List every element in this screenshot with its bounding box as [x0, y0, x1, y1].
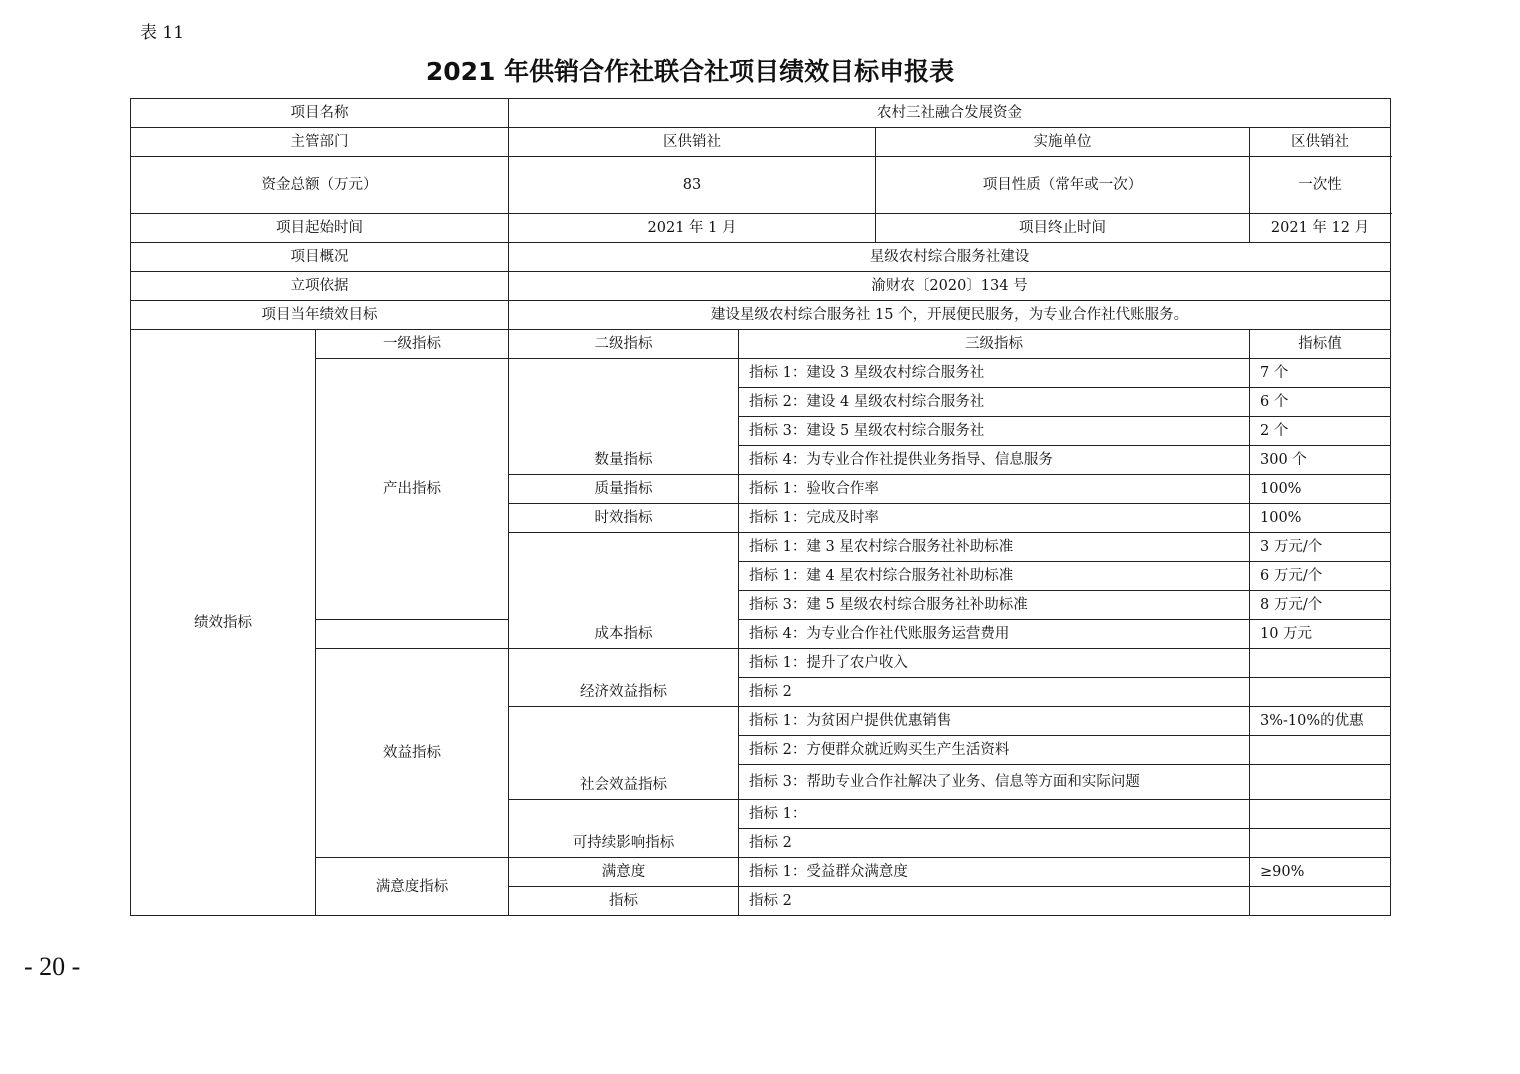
- col-level2-header: 二级指标: [509, 330, 739, 359]
- level1-output: 产出指标: [316, 359, 509, 620]
- table-row: [131, 858, 1391, 887]
- performance-goal-table: [130, 98, 1391, 916]
- fund-label: 资金总额（万元）: [131, 157, 509, 214]
- level1-satisfaction: 满意度指标: [316, 858, 509, 916]
- level2-satisfaction: 满意度: [509, 858, 739, 887]
- level2-quality: 质量指标: [509, 475, 739, 504]
- impl-label: 实施单位: [876, 128, 1250, 157]
- level2-sustain: 可持续影响指标: [509, 800, 739, 858]
- end-label: 项目终止时间: [876, 214, 1250, 243]
- col-level3-header: 三级指标: [739, 330, 1250, 359]
- level2-social: 社会效益指标: [509, 707, 739, 800]
- table-row: [131, 301, 1391, 330]
- end-value: 2021 年 12 月: [1250, 214, 1391, 243]
- value-cell: [1250, 736, 1391, 765]
- level3-cell: 指标 1：受益群众满意度: [739, 858, 1250, 887]
- value-cell: [1250, 887, 1391, 916]
- goal-value: 建设星级农村综合服务社 15 个，开展便民服务，为专业合作社代账服务。: [509, 301, 1391, 330]
- page-number: - 20 -: [24, 952, 81, 981]
- level3-cell: 指标 1：验收合作率: [739, 475, 1250, 504]
- level3-cell: 指标 1：建 3 星农村综合服务社补助标准: [739, 533, 1250, 562]
- overview-label: 项目概况: [131, 243, 509, 272]
- table-row: [131, 359, 1391, 388]
- value-cell: ≥90%: [1250, 858, 1391, 887]
- level3-cell: 指标 4：为专业合作社代账服务运营费用: [739, 620, 1250, 649]
- indicators-section-label: 绩效指标: [131, 330, 316, 916]
- level3-cell: 指标 4：为专业合作社提供业务指导、信息服务: [739, 446, 1250, 475]
- level3-cell: 指标 2：方便群众就近购买生产生活资料: [739, 736, 1250, 765]
- level3-cell: 指标 3：建 5 星级农村综合服务社补助标准: [739, 591, 1250, 620]
- fund-value: 83: [509, 157, 876, 214]
- level2-cost: 成本指标: [509, 533, 739, 649]
- level3-cell: 指标 1：建 4 星农村综合服务社补助标准: [739, 562, 1250, 591]
- value-cell: [1250, 800, 1391, 829]
- level3-cell: 指标 1：: [739, 800, 1250, 829]
- value-cell: 6 万元/个: [1250, 562, 1391, 591]
- start-value: 2021 年 1 月: [509, 214, 876, 243]
- table-label: 表 11: [140, 23, 185, 43]
- basis-value: 渝财农〔2020〕134 号: [509, 272, 1391, 301]
- empty-cell: [316, 620, 509, 649]
- level3-cell: 指标 3：帮助专业合作社解决了业务、信息等方面和实际问题: [739, 765, 1250, 800]
- col-level1-header: 一级指标: [316, 330, 509, 359]
- table-row: [131, 99, 1391, 128]
- table-row: [131, 157, 1391, 214]
- dept-label: 主管部门: [131, 128, 509, 157]
- level1-benefit: 效益指标: [316, 649, 509, 858]
- start-label: 项目起始时间: [131, 214, 509, 243]
- project-name-value: 农村三社融合发展资金: [509, 99, 1391, 128]
- level2-quantity: 数量指标: [509, 359, 739, 475]
- level3-cell: 指标 1：为贫困户提供优惠销售: [739, 707, 1250, 736]
- table-row: [131, 272, 1391, 301]
- value-cell: [1250, 829, 1391, 858]
- level3-cell: 指标 1：建设 3 星级农村综合服务社: [739, 359, 1250, 388]
- level2-timeliness: 时效指标: [509, 504, 739, 533]
- table-row: [131, 330, 1391, 359]
- document-title: 2021 年供销合作社联合社项目绩效目标申报表: [425, 57, 955, 86]
- level3-cell: 指标 2：建设 4 星级农村综合服务社: [739, 388, 1250, 417]
- level3-cell: 指标 2: [739, 829, 1250, 858]
- level3-cell: 指标 2: [739, 887, 1250, 916]
- level2-satisfaction-cont: 指标: [509, 887, 739, 916]
- value-cell: 6 个: [1250, 388, 1391, 417]
- value-cell: 100%: [1250, 475, 1391, 504]
- overview-value: 星级农村综合服务社建设: [509, 243, 1391, 272]
- nature-value: 一次性: [1250, 157, 1391, 214]
- col-value-header: 指标值: [1250, 330, 1391, 359]
- table-row: [131, 649, 1391, 678]
- basis-label: 立项依据: [131, 272, 509, 301]
- value-cell: 7 个: [1250, 359, 1391, 388]
- value-cell: 10 万元: [1250, 620, 1391, 649]
- value-cell: 8 万元/个: [1250, 591, 1391, 620]
- value-cell: 3%-10%的优惠: [1250, 707, 1391, 736]
- value-cell: [1250, 678, 1391, 707]
- level2-economic: 经济效益指标: [509, 649, 739, 707]
- value-cell: 2 个: [1250, 417, 1391, 446]
- table-row: [131, 128, 1391, 157]
- nature-label: 项目性质（常年或一次）: [876, 157, 1250, 214]
- value-cell: 300 个: [1250, 446, 1391, 475]
- project-name-label: 项目名称: [131, 99, 509, 128]
- value-cell: [1250, 765, 1391, 800]
- dept-value: 区供销社: [509, 128, 876, 157]
- level3-cell: 指标 2: [739, 678, 1250, 707]
- table-row: [131, 620, 1391, 649]
- level3-cell: 指标 1：提升了农户收入: [739, 649, 1250, 678]
- impl-value: 区供销社: [1250, 128, 1391, 157]
- table-row: [131, 214, 1391, 243]
- value-cell: 100%: [1250, 504, 1391, 533]
- level3-cell: 指标 3：建设 5 星级农村综合服务社: [739, 417, 1250, 446]
- value-cell: 3 万元/个: [1250, 533, 1391, 562]
- goal-label: 项目当年绩效目标: [131, 301, 509, 330]
- value-cell: [1250, 649, 1391, 678]
- table-row: [131, 243, 1391, 272]
- level3-cell: 指标 1：完成及时率: [739, 504, 1250, 533]
